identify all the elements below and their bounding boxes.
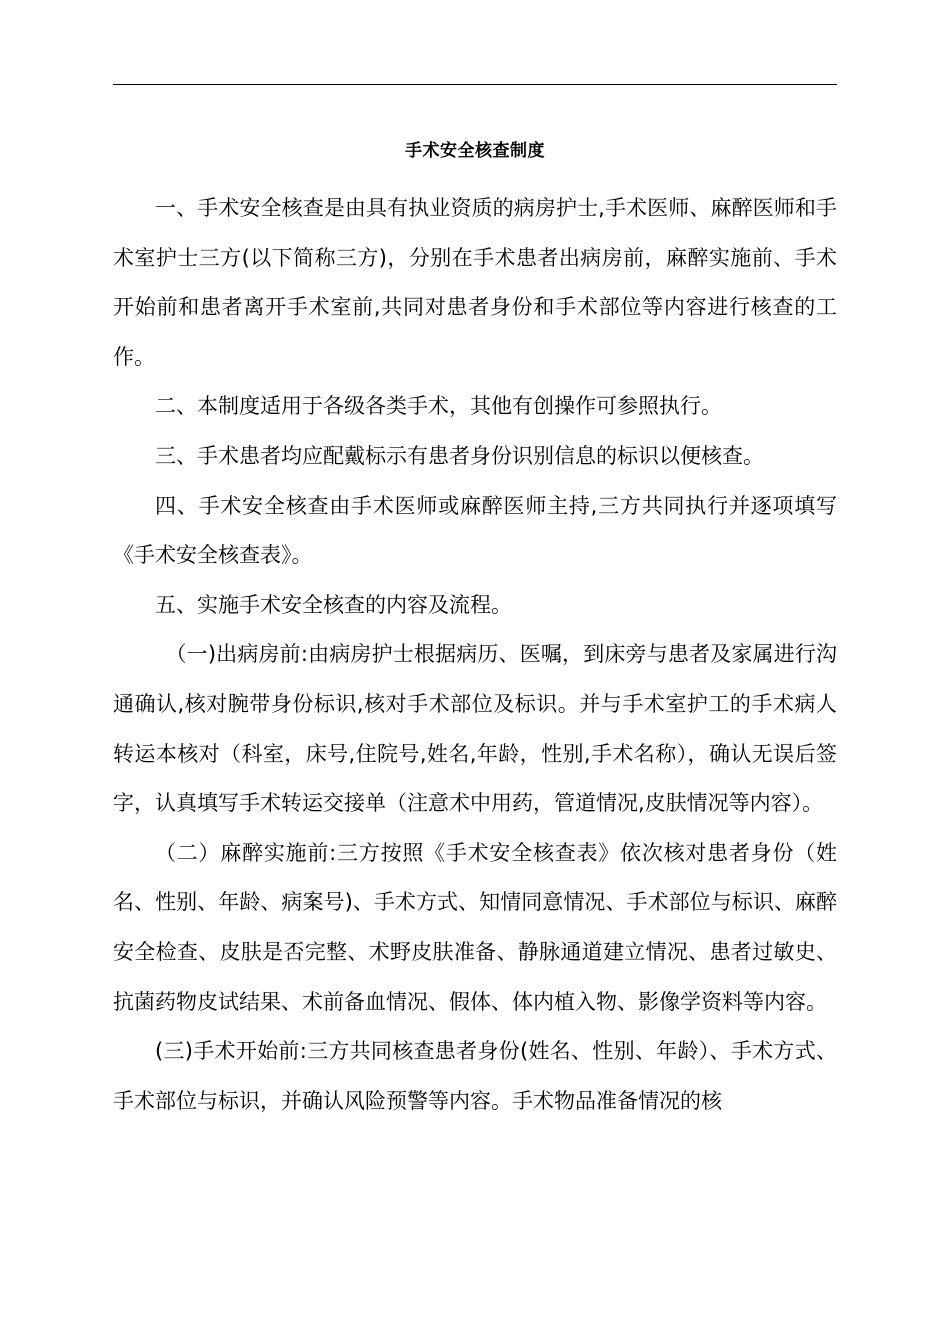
paragraph-4: 四、手术安全核查由手术医师或麻醉医师主持,三方共同执行并逐项填写《手术安全核查表》。 (113, 493, 837, 568)
paragraph-5: 五、实施手术安全核查的内容及流程。 (155, 592, 512, 617)
header-rule (113, 84, 837, 85)
document-title: 手术安全核查制度 (405, 141, 545, 161)
document-body (113, 184, 837, 1126)
paragraph-6: （一)出病房前:由病房护士根据病历、医嘱，到床旁与患者及家属进行沟通确认,核对腕带身份标识,核对手术部位及标识。并与手术室护工的手术病人转运本核对（科室，床号,住院号,姓名,年龄，性别,手术名称），确认无误后签字，认真填写手术转运交接单（注意术中用药，管道情况,皮肤情况等内容）。 (113, 642, 837, 816)
paragraph-3: 三、手术患者均应配戴标示有患者身份识别信息的标识以便核查。 (155, 443, 764, 468)
paragraph-8: (三)手术开始前:三方共同核查患者身份(姓名、性别、年龄）、手术方式、手术部位与标识，并确认风险预警等内容。手术物品准备情况的核 (113, 1039, 837, 1113)
paragraph-2: 二、本制度适用于各级各类手术，其他有创操作可参照执行。 (155, 394, 722, 419)
paragraph-1: 一、手术安全核查是由具有执业资质的病房护士,手术医师、麻醉医师和手术室护士三方(以下简称三方)，分别在手术患者出病房前，麻醉实施前、手术开始前和患者离开手术室前,共同对患者身份和手术部位等内容进行核查的工作。 (113, 196, 837, 369)
paragraph-7: （二）麻醉实施前:三方按照《手术安全核查表》依次核对患者身份（姓名、性别、年龄、病案号)、手术方式、知情同意情况、手术部位与标识、麻醉安全检查、皮肤是否完整、术野皮肤准备、静脉通道建立情况、患者过敏史、抗菌药物皮试结果、术前备血情况、假体、体内植入物、影像学资料等内容。 (113, 840, 837, 1014)
